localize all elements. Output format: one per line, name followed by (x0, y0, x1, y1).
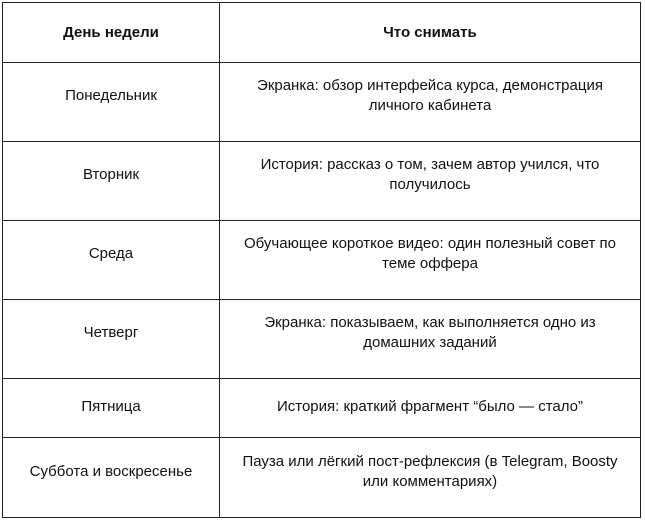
table-row (3, 438, 641, 518)
day-cell: Понедельник (3, 63, 220, 142)
what-to-film-cell: История: краткий фрагмент “было — стало” (220, 379, 641, 438)
content-schedule-table (2, 2, 641, 518)
what-to-film-cell: Экранка: показываем, как выполняется одно из домашних заданий (220, 300, 641, 379)
table-row (3, 221, 641, 300)
day-cell: Среда (3, 221, 220, 300)
table-header (3, 3, 641, 63)
table-row (3, 63, 641, 142)
what-to-film-cell: Экранка: обзор интерфейса курса, демонстрация личного кабинета (220, 63, 641, 142)
header-row (3, 3, 641, 63)
what-to-film-cell: Обучающее короткое видео: один полезный совет по теме оффера (220, 221, 641, 300)
table-row (3, 300, 641, 379)
table-body (3, 63, 641, 518)
header-what-to-film: Что снимать (220, 3, 641, 63)
day-cell: Четверг (3, 300, 220, 379)
table-row (3, 142, 641, 221)
day-cell: Пятница (3, 379, 220, 438)
table-row (3, 379, 641, 438)
day-cell: Вторник (3, 142, 220, 221)
what-to-film-cell: Пауза или лёгкий пост-рефлексия (в Telegram, Boosty или комментариях) (220, 438, 641, 518)
day-cell: Суббота и воскресенье (3, 438, 220, 518)
header-day-of-week: День недели (3, 3, 220, 63)
what-to-film-cell: История: рассказ о том, зачем автор учился, что получилось (220, 142, 641, 221)
